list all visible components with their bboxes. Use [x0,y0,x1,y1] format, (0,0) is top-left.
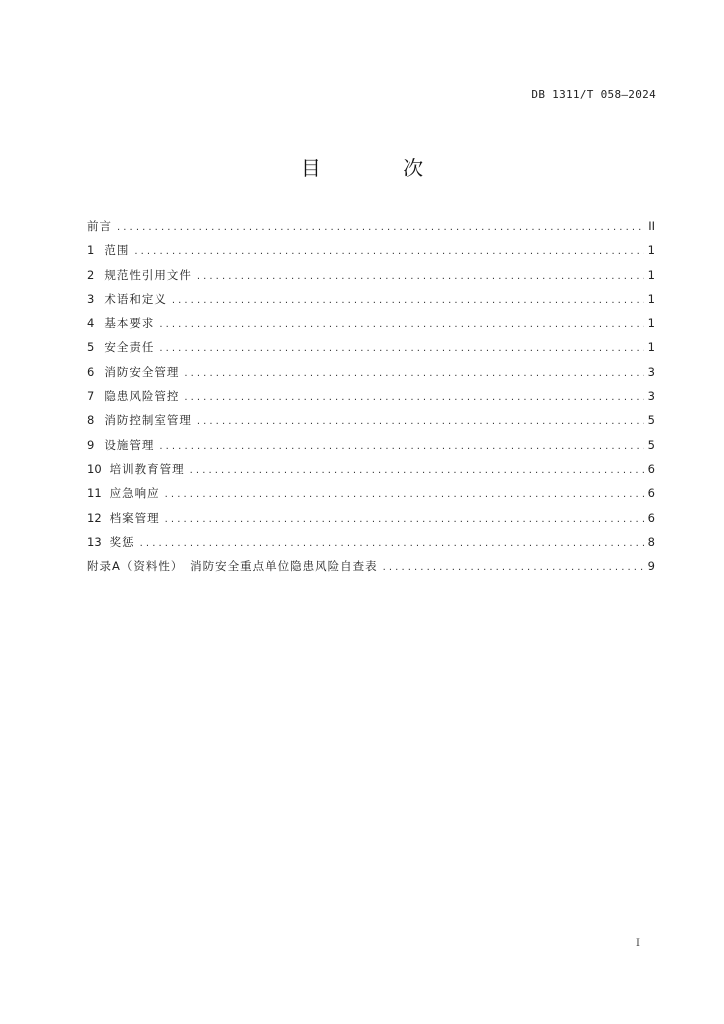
toc-entry-5[interactable] [87,339,655,363]
toc-entry-page: 6 [647,510,655,525]
toc-entry-page: 3 [647,364,655,379]
toc-entry-label: 前言 [87,219,112,233]
toc-entry-page: II [648,219,655,233]
toc-entry-6[interactable] [87,364,655,388]
toc-entry-2[interactable] [87,267,655,291]
toc-entry-number: 3 [87,291,95,306]
toc-entry-11[interactable] [87,485,655,509]
toc-entry-page: 1 [647,243,655,258]
toc-entry-label: 隐患风险管控 [104,389,180,404]
toc-entry-page: 1 [647,291,655,306]
toc-entry-number: 13 [87,534,102,549]
toc-leader-dots [140,536,644,552]
toc-entry-label: 培训教育管理 [109,461,185,476]
toc-entry-number: 6 [87,364,95,379]
toc-entry-page: 5 [647,437,655,452]
toc-leader-dots [172,293,644,309]
toc-entry-page: 5 [647,413,655,428]
toc-entry-9[interactable] [87,437,655,461]
toc-entry-13[interactable] [87,534,655,558]
toc-leader-dots [383,560,644,576]
toc-entry-page: 1 [647,267,655,282]
toc-entry-page: 9 [647,559,655,574]
toc-leader-dots [184,366,644,382]
toc-leader-dots [159,317,644,333]
page-number: I [636,938,640,949]
toc-entry-number: 7 [87,389,95,404]
toc-leader-dots [159,439,644,455]
toc-entry-label: 安全责任 [104,340,155,355]
toc-entry-number: 8 [87,413,95,428]
table-of-contents [87,218,655,582]
toc-leader-dots [184,390,644,406]
toc-entry-10[interactable] [87,461,655,485]
toc-entry-label: 附录A（资料性） 消防安全重点单位隐患风险自查表 [87,559,378,574]
document-code: DB 1311/T 058—2024 [531,88,656,101]
toc-leader-dots [159,341,644,357]
toc-entry-label: 档案管理 [109,510,160,525]
toc-entry-number: 9 [87,437,95,452]
toc-leader-dots [134,244,644,260]
toc-entry-page: 6 [647,461,655,476]
toc-entry-label: 应急响应 [109,486,160,501]
toc-entry-12[interactable] [87,510,655,534]
toc-entry-1[interactable] [87,242,655,266]
toc-leader-dots [197,269,644,285]
toc-leader-dots [165,512,644,528]
toc-entry-number: 4 [87,316,95,331]
toc-leader-dots [165,487,644,503]
toc-entry-8[interactable] [87,412,655,436]
toc-leader-dots [117,220,644,236]
toc-entry-label: 消防控制室管理 [104,413,192,428]
toc-entry-number: 10 [87,461,102,476]
toc-entry-page: 6 [647,486,655,501]
toc-entry-label: 范围 [104,243,130,258]
toc-entry-page: 8 [647,534,655,549]
toc-entry-number: 12 [87,510,102,525]
toc-entry-4[interactable] [87,315,655,339]
toc-entry-label: 基本要求 [104,316,155,331]
toc-entry-7[interactable] [87,388,655,412]
toc-entry-foreword[interactable] [87,218,655,242]
toc-entry-3[interactable] [87,291,655,315]
toc-leader-dots [197,414,644,430]
toc-entry-page: 1 [647,316,655,331]
toc-entry-page: 1 [647,340,655,355]
toc-entry-number: 2 [87,267,95,282]
toc-entry-label: 设施管理 [104,437,155,452]
toc-title: 目 次 [300,156,462,180]
toc-leader-dots [190,463,644,479]
toc-entry-number: 11 [87,486,102,501]
toc-entry-appendix-a[interactable] [87,558,655,582]
toc-entry-number: 1 [87,243,95,258]
toc-entry-label: 奖惩 [109,534,135,549]
toc-entry-label: 规范性引用文件 [104,267,192,282]
toc-entry-label: 消防安全管理 [104,364,180,379]
toc-entry-label: 术语和定义 [104,291,167,306]
toc-entry-page: 3 [647,389,655,404]
toc-entry-number: 5 [87,340,95,355]
